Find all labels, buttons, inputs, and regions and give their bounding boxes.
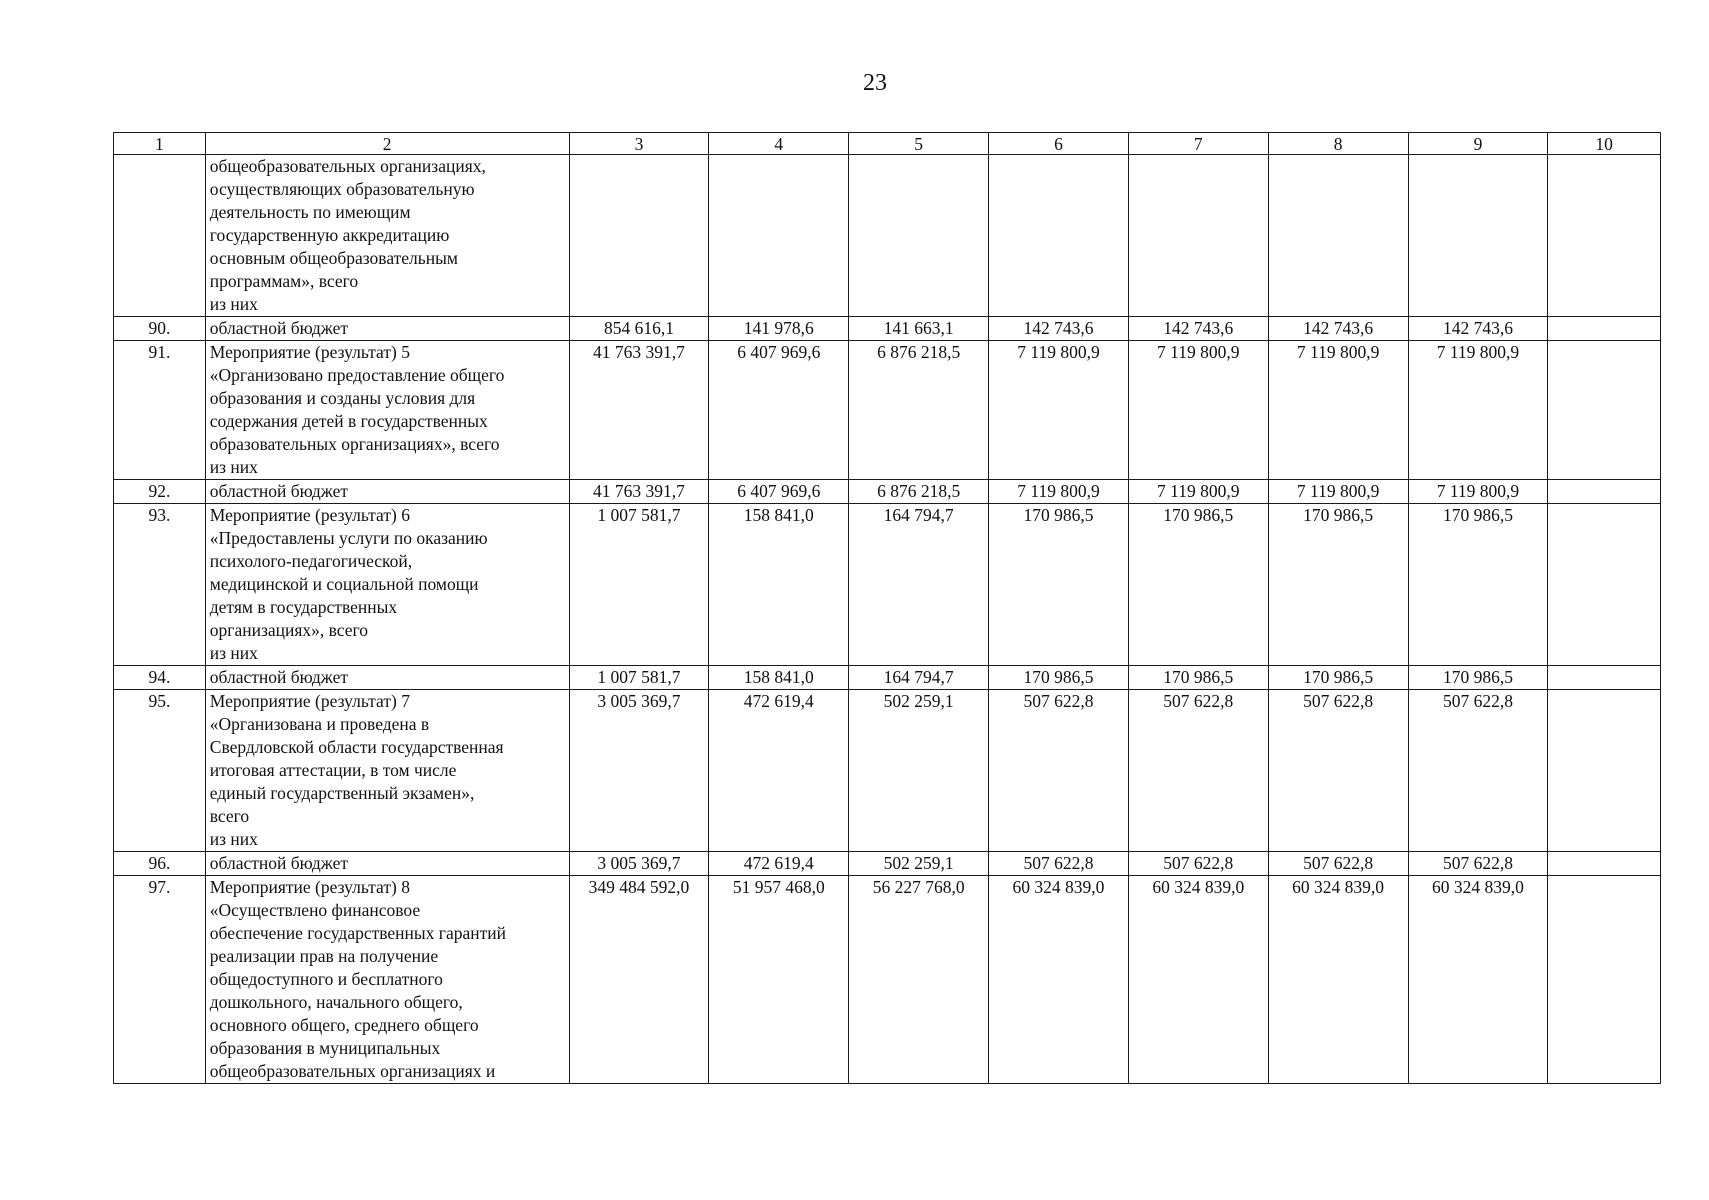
value-cell xyxy=(1548,666,1661,690)
value-cell: 6 876 218,5 xyxy=(849,341,989,480)
value-cell: 141 978,6 xyxy=(709,317,849,341)
value-cell: 60 324 839,0 xyxy=(1128,876,1268,1084)
table-row xyxy=(114,666,1661,690)
value-cell: 507 622,8 xyxy=(1128,852,1268,876)
table-row xyxy=(114,504,1661,666)
row-description: областной бюджет xyxy=(205,666,569,690)
value-cell: 6 407 969,6 xyxy=(709,480,849,504)
value-cell: 60 324 839,0 xyxy=(1268,876,1408,1084)
row-description: Мероприятие (результат) 6 «Предоставлены услуги по оказанию психолого-педагогической, медицинской и социальной помощи детям в государственных организациях», всего из них xyxy=(205,504,569,666)
value-cell: 7 119 800,9 xyxy=(1268,341,1408,480)
value-cell: 60 324 839,0 xyxy=(1408,876,1548,1084)
value-cell: 141 663,1 xyxy=(849,317,989,341)
row-description: общеобразовательных организациях, осуществляющих образовательную деятельность по имеющим государственную аккредитацию основным общеобразовательным программам», всего из них xyxy=(205,155,569,317)
value-cell: 158 841,0 xyxy=(709,504,849,666)
column-header: 9 xyxy=(1408,133,1548,155)
row-number: 96. xyxy=(114,852,206,876)
value-cell xyxy=(1128,155,1268,317)
column-header: 5 xyxy=(849,133,989,155)
table-row xyxy=(114,690,1661,852)
table-row xyxy=(114,155,1661,317)
row-description: Мероприятие (результат) 8 «Осуществлено финансовое обеспечение государственных гарантий реализации прав на получение общедоступного и бесплатного дошкольного, начального общего, основного общего, среднего общего образования в муниципальных общеобразовательных организациях и xyxy=(205,876,569,1084)
value-cell xyxy=(1548,317,1661,341)
table-row xyxy=(114,480,1661,504)
value-cell xyxy=(1548,852,1661,876)
value-cell: 164 794,7 xyxy=(849,504,989,666)
row-description: Мероприятие (результат) 7 «Организована и проведена в Свердловской области государственная итоговая аттестации, в том числе единый государственный экзамен», всего из них xyxy=(205,690,569,852)
column-header: 3 xyxy=(569,133,709,155)
value-cell: 7 119 800,9 xyxy=(1268,480,1408,504)
value-cell: 1 007 581,7 xyxy=(569,666,709,690)
value-cell: 170 986,5 xyxy=(989,504,1129,666)
value-cell: 507 622,8 xyxy=(1408,690,1548,852)
row-number: 90. xyxy=(114,317,206,341)
value-cell: 507 622,8 xyxy=(1128,690,1268,852)
row-number: 94. xyxy=(114,666,206,690)
value-cell: 502 259,1 xyxy=(849,852,989,876)
value-cell xyxy=(849,155,989,317)
value-cell: 170 986,5 xyxy=(1268,504,1408,666)
value-cell: 56 227 768,0 xyxy=(849,876,989,1084)
value-cell: 142 743,6 xyxy=(1268,317,1408,341)
value-cell: 170 986,5 xyxy=(1128,666,1268,690)
value-cell: 164 794,7 xyxy=(849,666,989,690)
column-number-header-row xyxy=(114,133,1661,155)
value-cell xyxy=(1548,341,1661,480)
table-row xyxy=(114,852,1661,876)
column-header: 1 xyxy=(114,133,206,155)
column-header: 7 xyxy=(1128,133,1268,155)
row-description: областной бюджет xyxy=(205,852,569,876)
table-row xyxy=(114,876,1661,1084)
value-cell: 142 743,6 xyxy=(1408,317,1548,341)
value-cell: 7 119 800,9 xyxy=(989,480,1129,504)
value-cell: 507 622,8 xyxy=(989,690,1129,852)
value-cell: 7 119 800,9 xyxy=(1128,480,1268,504)
value-cell: 3 005 369,7 xyxy=(569,852,709,876)
value-cell: 170 986,5 xyxy=(989,666,1129,690)
value-cell: 472 619,4 xyxy=(709,852,849,876)
value-cell: 170 986,5 xyxy=(1408,666,1548,690)
value-cell: 7 119 800,9 xyxy=(1128,341,1268,480)
value-cell: 507 622,8 xyxy=(1268,852,1408,876)
row-description: Мероприятие (результат) 5 «Организовано предоставление общего образования и созданы условия для содержания детей в государственных образовательных организациях», всего из них xyxy=(205,341,569,480)
column-header: 10 xyxy=(1548,133,1661,155)
value-cell: 158 841,0 xyxy=(709,666,849,690)
value-cell: 7 119 800,9 xyxy=(989,341,1129,480)
value-cell xyxy=(1548,876,1661,1084)
row-number: 93. xyxy=(114,504,206,666)
value-cell: 3 005 369,7 xyxy=(569,690,709,852)
value-cell: 507 622,8 xyxy=(989,852,1129,876)
value-cell: 472 619,4 xyxy=(709,690,849,852)
row-number: 91. xyxy=(114,341,206,480)
column-header: 8 xyxy=(1268,133,1408,155)
value-cell: 51 957 468,0 xyxy=(709,876,849,1084)
value-cell: 7 119 800,9 xyxy=(1408,341,1548,480)
column-header: 4 xyxy=(709,133,849,155)
table-row xyxy=(114,341,1661,480)
value-cell: 6 407 969,6 xyxy=(709,341,849,480)
row-number: 95. xyxy=(114,690,206,852)
value-cell: 507 622,8 xyxy=(1408,852,1548,876)
value-cell xyxy=(1408,155,1548,317)
column-header: 2 xyxy=(205,133,569,155)
value-cell: 170 986,5 xyxy=(1408,504,1548,666)
value-cell: 6 876 218,5 xyxy=(849,480,989,504)
row-description: областной бюджет xyxy=(205,480,569,504)
value-cell xyxy=(1268,155,1408,317)
value-cell: 170 986,5 xyxy=(1268,666,1408,690)
row-description: областной бюджет xyxy=(205,317,569,341)
value-cell xyxy=(989,155,1129,317)
value-cell xyxy=(709,155,849,317)
row-number: 97. xyxy=(114,876,206,1084)
value-cell xyxy=(569,155,709,317)
value-cell: 7 119 800,9 xyxy=(1408,480,1548,504)
table-row xyxy=(114,317,1661,341)
value-cell xyxy=(1548,690,1661,852)
value-cell: 854 616,1 xyxy=(569,317,709,341)
value-cell: 142 743,6 xyxy=(989,317,1129,341)
row-number xyxy=(114,155,206,317)
value-cell xyxy=(1548,504,1661,666)
row-number: 92. xyxy=(114,480,206,504)
value-cell: 1 007 581,7 xyxy=(569,504,709,666)
value-cell: 41 763 391,7 xyxy=(569,480,709,504)
value-cell: 502 259,1 xyxy=(849,690,989,852)
value-cell: 41 763 391,7 xyxy=(569,341,709,480)
value-cell: 349 484 592,0 xyxy=(569,876,709,1084)
value-cell xyxy=(1548,155,1661,317)
budget-table xyxy=(113,132,1661,1084)
value-cell: 142 743,6 xyxy=(1128,317,1268,341)
page-number: 23 xyxy=(863,70,887,96)
value-cell: 60 324 839,0 xyxy=(989,876,1129,1084)
value-cell xyxy=(1548,480,1661,504)
value-cell: 170 986,5 xyxy=(1128,504,1268,666)
column-header: 6 xyxy=(989,133,1129,155)
value-cell: 507 622,8 xyxy=(1268,690,1408,852)
